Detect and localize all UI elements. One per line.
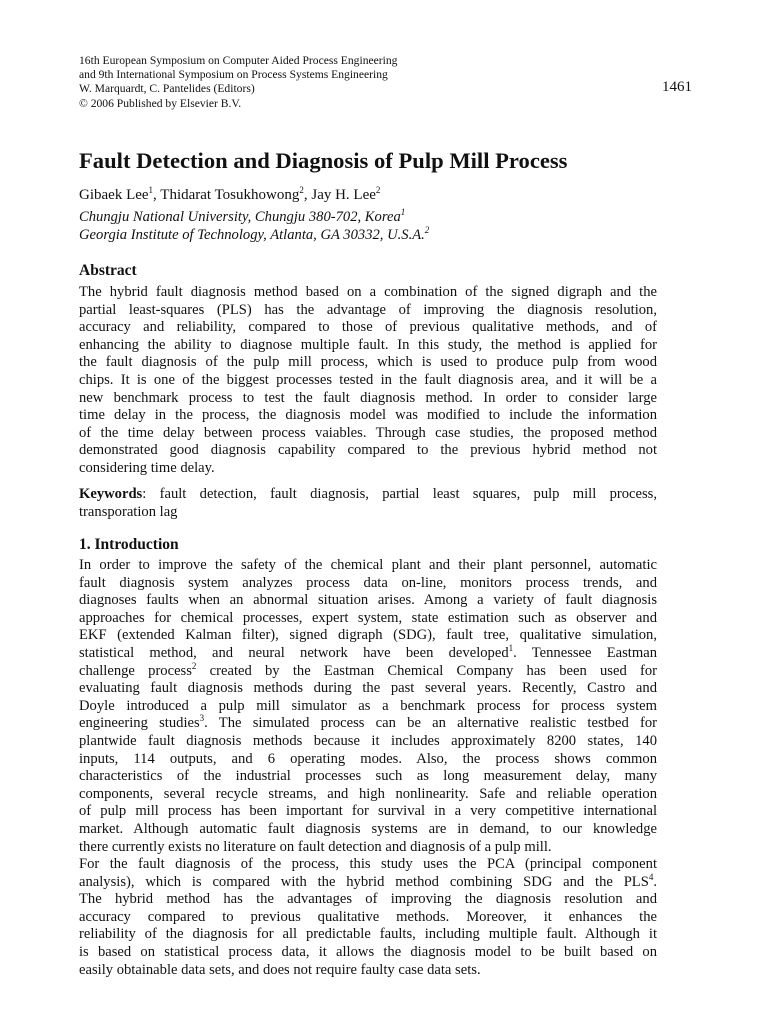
line-text: For the fault diagnosis of the process, this study uses the PCA (principal component	[79, 856, 657, 873]
line-text: statistical method, and neural network have been developed	[79, 644, 509, 661]
introduction-line	[79, 680, 657, 698]
abstract-line: the fault diagnosis of the pulp mill process, which is used to produce pulp from wood	[79, 354, 657, 371]
author-name: Jay H. Lee	[311, 187, 376, 203]
page-number: 1461	[662, 79, 692, 95]
line-text-continued: . Tennessee Eastman	[513, 644, 657, 661]
line-text: engineering studies	[79, 715, 200, 732]
abstract-line: demonstrated good diagnosis capability compared to the previous hybrid method not	[79, 442, 657, 459]
introduction-line	[79, 944, 657, 962]
introduction-line	[79, 768, 657, 786]
author-separator: ,	[303, 187, 312, 203]
author-separator: ,	[153, 187, 161, 203]
line-text: easily obtainable data sets, and does not require faulty case data sets.	[79, 961, 481, 978]
line-text: challenge process	[79, 662, 192, 679]
introduction-line	[79, 803, 657, 821]
abstract-line: The hybrid fault diagnosis method based on a combination of the signed digraph and the	[79, 284, 657, 300]
introduction-line	[79, 821, 657, 839]
affiliation-line	[79, 226, 429, 244]
introduction-line	[79, 839, 657, 857]
line-text: market. Although automatic fault diagnosis systems are in demand, to our knowledge	[79, 820, 657, 837]
line-text: approaches for chemical processes, expert system, state estimation such as observer and	[79, 609, 657, 626]
abstract-line: considering time delay.	[79, 459, 215, 476]
abstract-heading: Abstract	[79, 262, 137, 279]
line-text: reliability of the diagnosis for all predictable faults, including multiple fault. Although it	[79, 926, 657, 943]
introduction-line	[79, 856, 657, 874]
abstract-line: accuracy and reliability, compared to those of previous qualitative methods, and of	[79, 319, 657, 336]
footnote-reference: 1	[508, 642, 514, 653]
header-line: 16th European Symposium on Computer Aided Process Engineering	[79, 54, 398, 67]
line-text: evaluating fault diagnosis methods during the past several years. Recently, Castro and	[79, 680, 657, 697]
introduction-line	[79, 557, 657, 575]
abstract-line: new benchmark process to test the fault diagnosis method. In order to consider large	[79, 389, 657, 406]
line-text: there currently exists no literature on fault detection and diagnosis of a pulp mill.	[79, 838, 552, 855]
affiliation-mark: 2	[424, 225, 430, 235]
line-text: Doyle introduced a pulp mill simulator as a benchmark process for process system	[79, 697, 657, 714]
affiliations	[79, 208, 429, 244]
introduction-line	[79, 642, 657, 663]
author-list	[79, 186, 380, 205]
introduction-line	[79, 733, 657, 751]
line-text: inputs, 114 outputs, and 6 operating modes. Also, the process shows common	[79, 750, 657, 767]
line-text: fault diagnosis system analyzes process data on-line, monitors process trends, and	[79, 574, 657, 591]
introduction-line	[79, 592, 657, 610]
introduction-line	[79, 962, 657, 980]
author-name: Gibaek Lee	[79, 187, 149, 203]
introduction-line	[79, 871, 657, 892]
introduction-line	[79, 909, 657, 927]
line-text: The hybrid method has the advantages of improving the diagnosis resolution and	[79, 891, 657, 908]
author-affiliation-mark: 2	[375, 185, 381, 195]
introduction-line	[79, 891, 657, 909]
abstract-line: chips. It is one of the biggest processes tested in the fault diagnosis area, and it will be a	[79, 371, 657, 388]
abstract-line: partial least-squares (PLS) has the advantage of improving the diagnosis resolution,	[79, 301, 657, 318]
affiliation-text: Chungju National University, Chungju 380-702, Korea	[79, 209, 401, 225]
introduction-line	[79, 715, 657, 733]
header-line: and 9th International Symposium on Process Systems Engineering	[79, 68, 388, 82]
abstract-line: time delay in the process, the diagnosis model was modified to include the information	[79, 407, 657, 424]
line-text-continued: . The simulated process can be an alternative realistic testbed for	[204, 715, 658, 732]
footnote-reference: 4	[648, 871, 654, 882]
introduction-line	[79, 660, 657, 681]
footnote-reference: 2	[191, 660, 197, 671]
abstract-line: of the time delay between process vaiables. Through case studies, the proposed method	[79, 424, 657, 441]
header-line: W. Marquardt, C. Pantelides (Editors)	[79, 82, 255, 96]
line-text: plantwide fault diagnosis methods because it includes approximately 8200 states, 140	[79, 732, 657, 749]
introduction-line	[79, 786, 657, 804]
introduction-heading: 1. Introduction	[79, 536, 179, 553]
paper-title: Fault Detection and Diagnosis of Pulp Mill Process	[79, 148, 568, 173]
line-text: characteristics of the industrial processes such as long measurement delay, many	[79, 768, 657, 785]
introduction-line	[79, 610, 657, 628]
header-line: © 2006 Published by Elsevier B.V.	[79, 96, 242, 110]
keywords-line	[79, 486, 657, 504]
line-text: components, several recycle streams, and high nonlinearity. Safe and reliable operation	[79, 785, 657, 802]
line-text: analysis), which is compared with the hybrid method combining SDG and the PLS	[79, 873, 649, 890]
abstract-body	[79, 284, 657, 478]
introduction-line	[79, 698, 657, 716]
affiliation-line	[79, 208, 429, 226]
introduction-line	[79, 575, 657, 593]
publication-header	[79, 54, 599, 111]
affiliation-mark: 1	[400, 207, 406, 217]
abstract-line: enhancing the ability to diagnose multiple fault. In this study, the method is applied for	[79, 336, 657, 353]
introduction-line	[79, 751, 657, 769]
footnote-reference: 3	[199, 713, 205, 724]
keywords-text: : fault detection, fault diagnosis, partial least squares, pulp mill process,	[142, 486, 657, 502]
line-text: accuracy compared to previous qualitative methods. Moreover, it enhances the	[79, 908, 657, 925]
line-text: is based on statistical process data, it allows the diagnosis model to be built based on	[79, 944, 657, 961]
line-text-continued: .	[653, 873, 657, 890]
affiliation-text: Georgia Institute of Technology, Atlanta, GA 30332, U.S.A.	[79, 227, 425, 243]
line-text: of pulp mill process has been important for survival in a very competitive international	[79, 803, 657, 820]
keywords-line: transporation lag	[79, 503, 178, 520]
introduction-body	[79, 557, 657, 979]
introduction-line	[79, 926, 657, 944]
keywords-label: Keywords	[79, 486, 143, 502]
keywords-block	[79, 486, 657, 521]
line-text: diagnoses faults when an abnormal situation arises. Among a variety of fault diagnosis	[79, 592, 657, 609]
line-text-continued: created by the Eastman Chemical Company has been used for	[196, 662, 657, 679]
introduction-line	[79, 627, 657, 645]
author-affiliation-mark: 2	[299, 185, 304, 195]
author-name: Thidarat Tosukhowong	[160, 187, 300, 203]
author-affiliation-mark: 1	[148, 185, 154, 195]
line-text: EKF (extended Kalman filter), signed digraph (SDG), fault tree, qualitative simulation,	[79, 627, 657, 644]
line-text: In order to improve the safety of the chemical plant and their plant personnel, automatic	[79, 557, 657, 573]
